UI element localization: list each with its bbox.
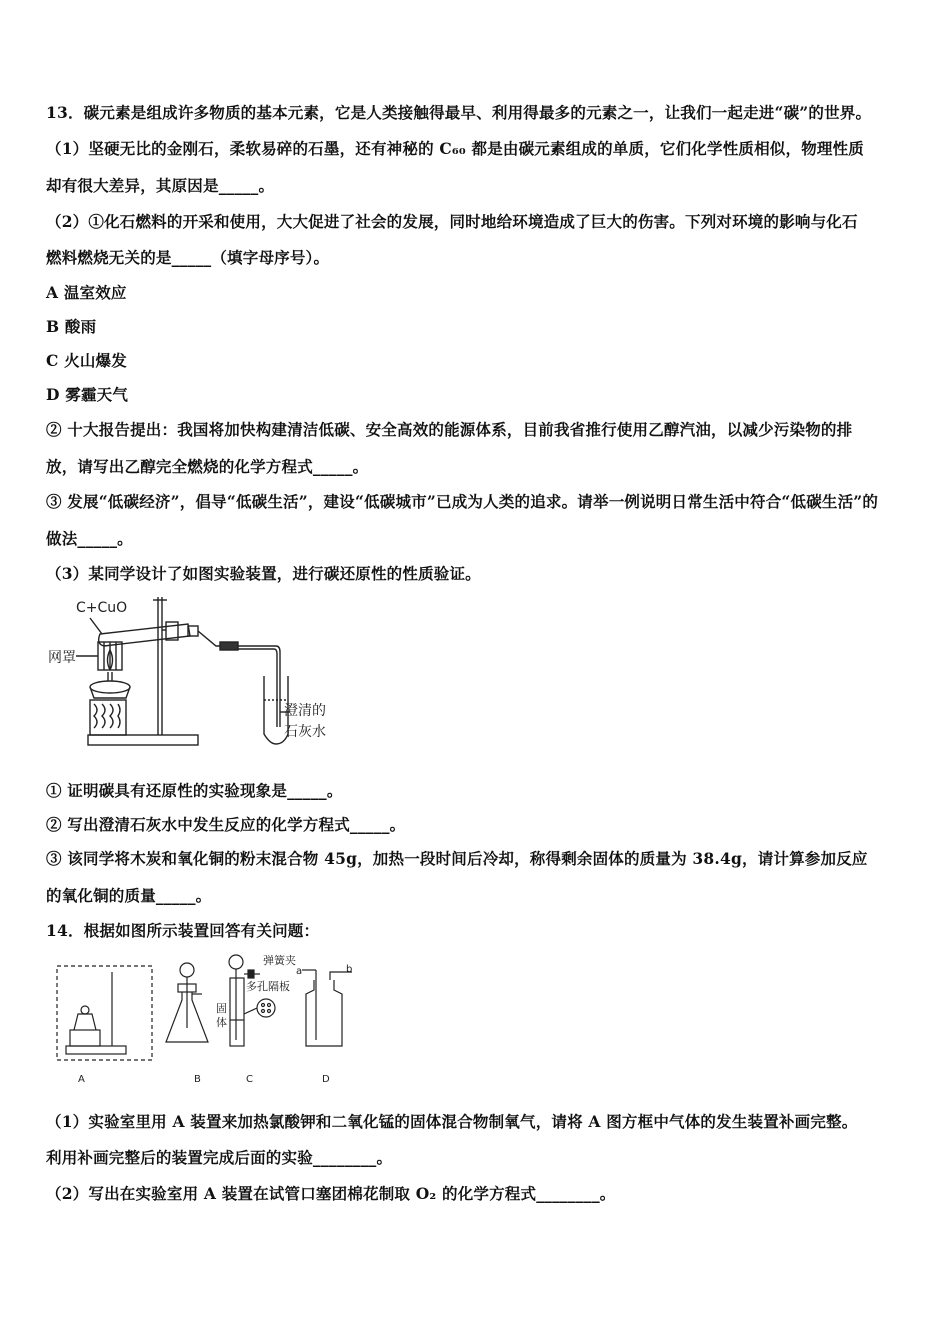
q13-part3a: ① 证明碳具有还原性的实验现象是_____。 [46,781,343,800]
label-spring-clamp: 弹簧夹 [263,954,296,967]
q13-part3c-line2: 的氧化铜的质量_____。 [46,886,212,905]
q14-part1-line2: 利用补画完整后的装置完成后面的实验________。 [46,1148,393,1167]
label-device-d: D [322,1074,330,1085]
label-device-b: B [194,1074,201,1085]
q13-option-c: C 火山爆发 [46,351,127,370]
q13-part2c-line2: 做法_____。 [46,529,133,548]
q14-part2: （2）写出在实验室用 A 装置在试管口塞团棉花制取 O₂ 的化学方程式________。 [46,1184,616,1203]
q13-option-d: D 雾霾天气 [46,385,129,404]
carbon-reduction-apparatus-figure [48,592,348,757]
q13-part1-line1: （1）坚硬无比的金刚石，柔软易碎的石墨，还有神秘的 C₆₀ 都是由碳元素组成的单质，它们化学性质相似，物理性质 [46,139,864,158]
label-reactants: C+CuO [76,600,128,616]
q14-part1-line1: （1）实验室里用 A 装置来加热氯酸钾和二氧化锰的固体混合物制氧气，请将 A 图方框中气体的发生装置补画完整。 [46,1112,858,1131]
label-limewater-2: 石灰水 [284,724,326,740]
gas-apparatus-figure [52,950,362,1090]
q13-part2b-line1: ② 十大报告提出：我国将加快构建清洁低碳、安全高效的能源体系，目前我省推行使用乙醇汽油，以减少污染物的排 [46,420,853,439]
label-solid-1: 固 [216,1002,227,1015]
label-porous-plate: 多孔隔板 [246,980,290,993]
q13-part2c-line1: ③ 发展“低碳经济”，倡导“低碳生活”，建设“低碳城市”已成为人类的追求。请举一例说明日常生活中符合“低碳生活”的 [46,492,879,511]
label-port-a: a [296,966,303,977]
q14-stem: 14．根据如图所示装置回答有关问题： [46,921,320,940]
label-port-b: b [346,964,353,975]
q13-part2-line2: 燃料燃烧无关的是_____（填字母序号）。 [46,248,330,267]
q13-option-b: B 酸雨 [46,317,97,336]
q13-part3: （3）某同学设计了如图实验装置，进行碳还原性的性质验证。 [46,564,481,583]
q13-part2-line1: （2）①化石燃料的开采和使用，大大促进了社会的发展，同时地给环境造成了巨大的伤害。下列对环境的影响与化石 [46,212,858,231]
label-device-c: C [246,1074,253,1085]
q13-part1-line2: 却有很大差异，其原因是_____。 [46,176,275,195]
label-mesh-hood: 网罩 [48,650,76,666]
q13-part2b-line2: 放，请写出乙醇完全燃烧的化学方程式_____。 [46,457,369,476]
label-limewater-1: 澄清的 [284,703,326,719]
q13-stem: 13．碳元素是组成许多物质的基本元素，它是人类接触得最早、利用得最多的元素之一，让我们一起走进“碳”的世界。 [46,103,872,122]
q13-part3b: ② 写出澄清石灰水中发生反应的化学方程式_____。 [46,815,406,834]
label-solid-2: 体 [216,1016,227,1029]
label-device-a: A [78,1074,85,1085]
q13-option-a: A 温室效应 [46,283,127,302]
q13-part3c-line1: ③ 该同学将木炭和氧化铜的粉末混合物 45g，加热一段时间后冷却，称得剩余固体的质量为 38.4g，请计算参加反应 [46,849,868,868]
